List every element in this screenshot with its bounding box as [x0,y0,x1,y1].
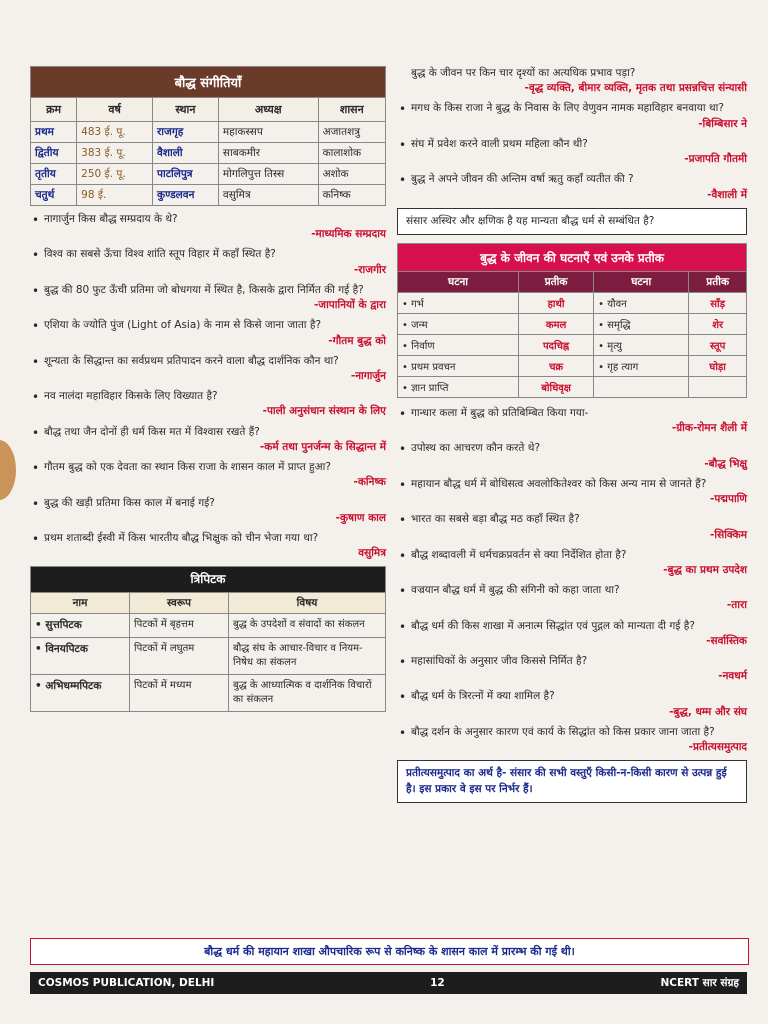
ghatna-symbol: बोधिवृक्ष [519,376,594,397]
answer-text: -प्रतीत्यसमुत्पाद [688,741,747,754]
answer-text: -माध्यमिक सम्प्रदाय [311,228,386,241]
question-text: बौद्ध धर्म के त्रिरत्नों में क्या शामिल है? [411,690,555,703]
answer-text: -नवधर्म [718,670,747,683]
ghatna-symbol: पदचिह्न [519,334,594,355]
ghatna-header: घटना [594,271,689,292]
tripitak-title: त्रिपिटक [31,567,386,593]
ghatna-symbol: हाथी [519,292,594,313]
answer-text: -वृद्ध व्यक्ति, बीमार व्यक्ति, मृतक तथा प्रसन्नचित्त संन्यासी [524,82,747,95]
ghatna-symbol: स्तूप [689,334,747,355]
sangiti-cell: प्रथम [31,122,77,143]
table-row [31,143,386,164]
list-item: • भारत का सबसे बड़ा बौद्ध मठ कहाँ स्थित है? -सिक्किम [397,512,747,542]
question-text: बुद्ध ने अपने जीवन की अन्तिम वर्षा ऋतु कहाँ व्यतीत की ? [411,173,634,186]
answer-text: -कर्म तथा पुनर्जन्म के सिद्धान्त में [259,440,386,453]
ghatna-cell: • जन्म [398,313,519,334]
series-name: NCERT सार संग्रह [660,977,739,989]
ghatna-cell [689,376,747,397]
ghatna-symbol: शेर [689,313,747,334]
question-text: महायान बौद्ध धर्म में बोधिसत्व अवलोकितेश्वर को किस अन्य नाम से जानते हैं? [411,477,707,490]
question-text: महासांघिकों के अनुसार जीव किससे निर्मित है? [411,655,588,668]
list-item: • बौद्ध धर्म की किस शाखा में अनात्म सिद्धांत एवं पुद्गल को मान्यता दी गई है? -सर्वास्तिक [397,619,747,649]
ghatna-symbol: घोड़ा [689,355,747,376]
list-item: • विश्व का सबसे ऊँचा विश्व शांति स्तूप विहार में कहाँ स्थित है? -राजगीर [30,247,386,277]
ghatna-cell: • समृद्धि [594,313,689,334]
table-row [31,164,386,185]
question-text: बौद्ध शब्दावली में धर्मचक्रप्रवर्तन से क्या निर्देशित होता है? [411,548,627,561]
sangiti-header: स्थान [153,98,219,122]
sangiti-header: शासन [318,98,385,122]
sangiti-cell: मोगलिपुत्त तिस्स [218,164,318,185]
sangiti-cell: 383 ई. पू. [77,143,153,164]
question-text: संघ में प्रवेश करने वाली प्रथम महिला कौन थी? [411,137,588,150]
list-item [397,66,747,96]
tripitak-cell: पिटकों में लघुतम [130,637,229,674]
list-item: • गौतम बुद्ध को एक देवता का स्थान किस राजा के शासन काल में प्राप्त हुआ? -कनिष्क [30,460,386,490]
sangiti-header: वर्ष [77,98,153,122]
sangiti-cell: 98 ई. [77,185,153,206]
finger-shadow [0,440,16,500]
answer-text: -बिम्बिसार ने [698,117,747,130]
left-column [30,66,386,712]
tripitak-cell: पिटकों में बृहत्तम [130,614,229,638]
question-text: गौतम बुद्ध को एक देवता का स्थान किस राजा के शासन काल में प्राप्त हुआ? [44,461,331,474]
left-qa-list [30,212,386,561]
ghatna-cell: • मृत्यु [594,334,689,355]
tripitak-cell: • अभिधम्मपिटक [31,674,130,711]
list-item: • बुद्ध की 80 फुट ऊँची प्रतिमा जो बोधगया में स्थित है, किसके द्वारा निर्मित की गई है? -जापानियों के द्वारा [30,283,386,313]
answer-text: -कुषाण काल [335,511,386,524]
list-item: • बौद्ध शब्दावली में धर्मचक्रप्रवर्तन से क्या निर्देशित होता है? -बुद्ध का प्रथम उपदेश [397,548,747,578]
sangiti-header: क्रम [31,98,77,122]
answer-text: -बुद्ध का प्रथम उपदेश [663,563,747,576]
question-text: बुद्ध के जीवन पर किन चार दृश्यों का अत्यधिक प्रभाव पड़ा? [411,67,636,79]
sangiti-cell: महाकस्सप [218,122,318,143]
ghatna-event: यौवन [607,298,627,310]
list-item: • गान्धार कला में बुद्ध को प्रतिबिम्बित किया गया- -ग्रीक-रोमन शैली में [397,406,747,436]
tripitak-header: स्वरूप [130,593,229,614]
question-text: प्रथम शताब्दी ईस्वी में किस भारतीय बौद्ध भिक्षुक को चीन भेजा गया था? [44,531,319,544]
ghatna-event: प्रथम प्रवचन [411,361,456,373]
answer-text: -गौतम बुद्ध को [328,334,386,347]
table-row [398,334,747,355]
list-item: • बुद्ध ने अपने जीवन की अन्तिम वर्षा ऋतु कहाँ व्यतीत की ? -वैशाली में [397,172,747,202]
sangiti-title: बौद्ध संगीतियाँ [31,67,386,98]
question-text: विश्व का सबसे ऊँचा विश्व शांति स्तूप विहार में कहाँ स्थित है? [44,248,276,261]
tripitak-header: विषय [229,593,386,614]
sangiti-table [30,66,386,206]
question-text: नव नालंदा महाविहार किसके लिए विख्यात है? [44,390,218,403]
question-text: बौद्ध दर्शन के अनुसार कारण एवं कार्य के सिद्धांत को किस प्रकार जाना जाता है? [411,725,715,738]
table-row [398,292,747,313]
list-item: • प्रथम शताब्दी ईस्वी में किस भारतीय बौद्ध भिक्षुक को चीन भेजा गया था? वसुमित्र [30,531,386,561]
right-qa-top [397,66,747,203]
answer-text: -पाली अनुसंधान संस्थान के लिए [262,405,386,418]
sangiti-cell: अजातशत्रु [318,122,385,143]
ghatna-header: प्रतीक [689,271,747,292]
sangiti-header: अध्यक्ष [218,98,318,122]
list-item: • संघ में प्रवेश करने वाली प्रथम महिला कौन थी? -प्रजापति गौतमी [397,137,747,167]
ghatna-symbol: कमल [519,313,594,334]
list-item: • उपोस्थ का आचरण कौन करते थे? -बौद्ध भिक्षु [397,441,747,471]
tripitak-cell: बुद्ध के आध्यात्मिक व दार्शनिक विचारों का संकलन [229,674,386,711]
list-item: • नागार्जुन किस बौद्ध सम्प्रदाय के थे? -माध्यमिक सम्प्रदाय [30,212,386,242]
tripitak-header: नाम [31,593,130,614]
question-text: बौद्ध धर्म की किस शाखा में अनात्म सिद्धांत एवं पुद्गल को मान्यता दी गई है? [411,619,695,632]
sangiti-cell: साबकमीर [218,143,318,164]
ghatna-symbol: साँड़ [689,292,747,313]
tripitak-cell: • सुत्तपिटक [31,614,130,638]
question-text: उपोस्थ का आचरण कौन करते थे? [411,442,541,455]
answer-text: -पद्मपाणि [709,493,747,506]
question-text: वज्रयान बौद्ध धर्म में बुद्ध की संगिनी को कहा जाता था? [411,584,620,597]
answer-text: -जापानियों के द्वारा [313,299,386,312]
sangiti-cell: कनिष्क [318,185,385,206]
question-text: बौद्ध तथा जैन दोनों ही धर्म किस मत में विश्वास रखते हैं? [44,425,260,438]
ghatna-header: घटना [398,271,519,292]
table-row [31,614,386,638]
bottom-note: बौद्ध धर्म की महायान शाखा औपचारिक रूप से कनिष्क के शासन काल में प्रारम्भ की गई थी। [30,938,749,965]
ghatna-event: समृद्धि [607,319,631,331]
answer-text: -सिक्किम [710,528,747,541]
answer-text: वसुमित्र [358,547,386,560]
question-text: बुद्ध की खड़ी प्रतिमा किस काल में बनाई गई? [44,496,215,509]
answer-text: -कनिष्क [353,476,386,489]
ghatna-cell: • यौवन [594,292,689,313]
table-row [398,313,747,334]
ghatna-event: निर्वाण [411,340,435,352]
list-item: • वज्रयान बौद्ध धर्म में बुद्ध की संगिनी को कहा जाता था? -तारा [397,583,747,613]
question-text: एशिया के ज्योति पुंज (Light of Asia) के नाम से किसे जाना जाता है? [44,319,322,332]
answer-text: -वैशाली में [707,188,747,201]
answer-text: -बौद्ध भिक्षु [704,457,747,470]
note-box: संसार अस्थिर और क्षणिक है यह मान्यता बौद्ध धर्म से सम्बंधित है? [397,208,747,235]
list-item: • बौद्ध धर्म के त्रिरत्नों में क्या शामिल है? -बुद्ध, धम्म और संघ [397,689,747,719]
sangiti-cell: चतुर्थ [31,185,77,206]
ghatna-symbol: चक्र [519,355,594,376]
ghatna-cell: • प्रथम प्रवचन [398,355,519,376]
table-row [31,637,386,674]
list-item: • बौद्ध तथा जैन दोनों ही धर्म किस मत में विश्वास रखते हैं? -कर्म तथा पुनर्जन्म के सिद्धान्त में [30,425,386,455]
sangiti-cell: 483 ई. पू. [77,122,153,143]
tripitak-name: विनयपिटक [45,642,88,655]
table-row [398,355,747,376]
list-item: • एशिया के ज्योति पुंज (Light of Asia) के नाम से किसे जाना जाता है? -गौतम बुद्ध को [30,318,386,348]
right-qa-bottom [397,406,747,755]
question-text: नागार्जुन किस बौद्ध सम्प्रदाय के थे? [44,213,178,225]
sangiti-cell: राजगृह [153,122,219,143]
sangiti-cell: वैशाली [153,143,219,164]
ghatna-cell: • निर्वाण [398,334,519,355]
answer-text: -राजगीर [353,263,386,276]
list-item: • बौद्ध दर्शन के अनुसार कारण एवं कार्य के सिद्धांत को किस प्रकार जाना जाता है? -प्रतीत्यसमुत्पाद [397,725,747,755]
question-text: गान्धार कला में बुद्ध को प्रतिबिम्बित किया गया- [411,406,589,419]
sangiti-cell: अशोक [318,164,385,185]
ghatna-event: ज्ञान प्राप्ति [411,382,449,394]
ghatna-event: जन्म [411,319,428,331]
pratitya-box: प्रतीत्यसमुत्पाद का अर्थ है- संसार की सभी वस्तुएँ किसी-न-किसी कारण से उत्पन्न हुई है। इस प्रकार वे इस पर निर्भर हैं। [397,760,747,802]
ghatna-cell [594,376,689,397]
sangiti-cell: 250 ई. पू. [77,164,153,185]
sangiti-cell: तृतीय [31,164,77,185]
tripitak-name: अभिधम्मपिटक [45,679,102,692]
sangiti-cell: वसुमित्र [218,185,318,206]
sangiti-cell: कालाशोक [318,143,385,164]
tripitak-cell: बौद्ध संघ के आचार-विचार व नियम-निषेध का संकलन [229,637,386,674]
tripitak-cell: बुद्ध के उपदेशों व संवादों का संकलन [229,614,386,638]
sangiti-cell: पाटलिपुत्र [153,164,219,185]
sangiti-cell: द्वितीय [31,143,77,164]
question-text: बुद्ध की 80 फुट ऊँची प्रतिमा जो बोधगया में स्थित है, किसके द्वारा निर्मित की गई है? [44,283,364,296]
table-row [31,122,386,143]
ghatna-cell: • गर्भ [398,292,519,313]
sangiti-cell: कुण्डलवन [153,185,219,206]
table-row [398,376,747,397]
answer-text: -ग्रीक-रोमन शैली में [671,422,747,435]
right-column [397,66,747,803]
tripitak-name: सुत्तपिटक [45,619,82,632]
tripitak-cell: पिटकों में मध्यम [130,674,229,711]
answer-text: -नागार्जुन [350,369,386,382]
ghatna-cell: • गृह त्याग [594,355,689,376]
question-text: भारत का सबसे बड़ा बौद्ध मठ कहाँ स्थित है? [411,513,580,526]
footer-bar [30,972,747,994]
answer-text: -सर्वास्तिक [706,634,747,647]
list-item: • नव नालंदा महाविहार किसके लिए विख्यात है? -पाली अनुसंधान संस्थान के लिए [30,389,386,419]
list-item: • बुद्ध की खड़ी प्रतिमा किस काल में बनाई गई? -कुषाण काल [30,496,386,526]
ghatna-event: गर्भ [411,298,424,310]
ghatna-table [397,243,747,398]
ghatna-header: प्रतीक [519,271,594,292]
ghatna-title: बुद्ध के जीवन की घटनाएँ एवं उनके प्रतीक [398,243,747,271]
page-number: 12 [430,977,445,989]
ghatna-event: गृह त्याग [607,361,639,373]
list-item: • महासांघिकों के अनुसार जीव किससे निर्मित है? -नवधर्म [397,654,747,684]
tripitak-cell: • विनयपिटक [31,637,130,674]
answer-text: -तारा [726,599,747,612]
list-item: • महायान बौद्ध धर्म में बोधिसत्व अवलोकितेश्वर को किस अन्य नाम से जानते हैं? -पद्मपाणि [397,477,747,507]
table-row [31,185,386,206]
table-row [31,674,386,711]
list-item: • मगध के किस राजा ने बुद्ध के निवास के लिए वेणुवन नामक महाविहार बनवाया था? -बिम्बिसार ने [397,101,747,131]
question-text: शून्यता के सिद्धान्त का सर्वप्रथम प्रतिपादन करने वाला बौद्ध दार्शनिक कौन था? [44,354,339,367]
publisher-name: COSMOS PUBLICATION, DELHI [38,977,215,989]
ghatna-event: मृत्यु [607,340,622,352]
answer-text: -प्रजापति गौतमी [684,153,747,166]
answer-text: -बुद्ध, धम्म और संघ [669,705,747,718]
ghatna-cell: • ज्ञान प्राप्ति [398,376,519,397]
tripitak-table [30,566,386,711]
list-item: • शून्यता के सिद्धान्त का सर्वप्रथम प्रतिपादन करने वाला बौद्ध दार्शनिक कौन था? -नागार्जुन [30,354,386,384]
question-text: मगध के किस राजा ने बुद्ध के निवास के लिए वेणुवन नामक महाविहार बनवाया था? [411,102,724,115]
